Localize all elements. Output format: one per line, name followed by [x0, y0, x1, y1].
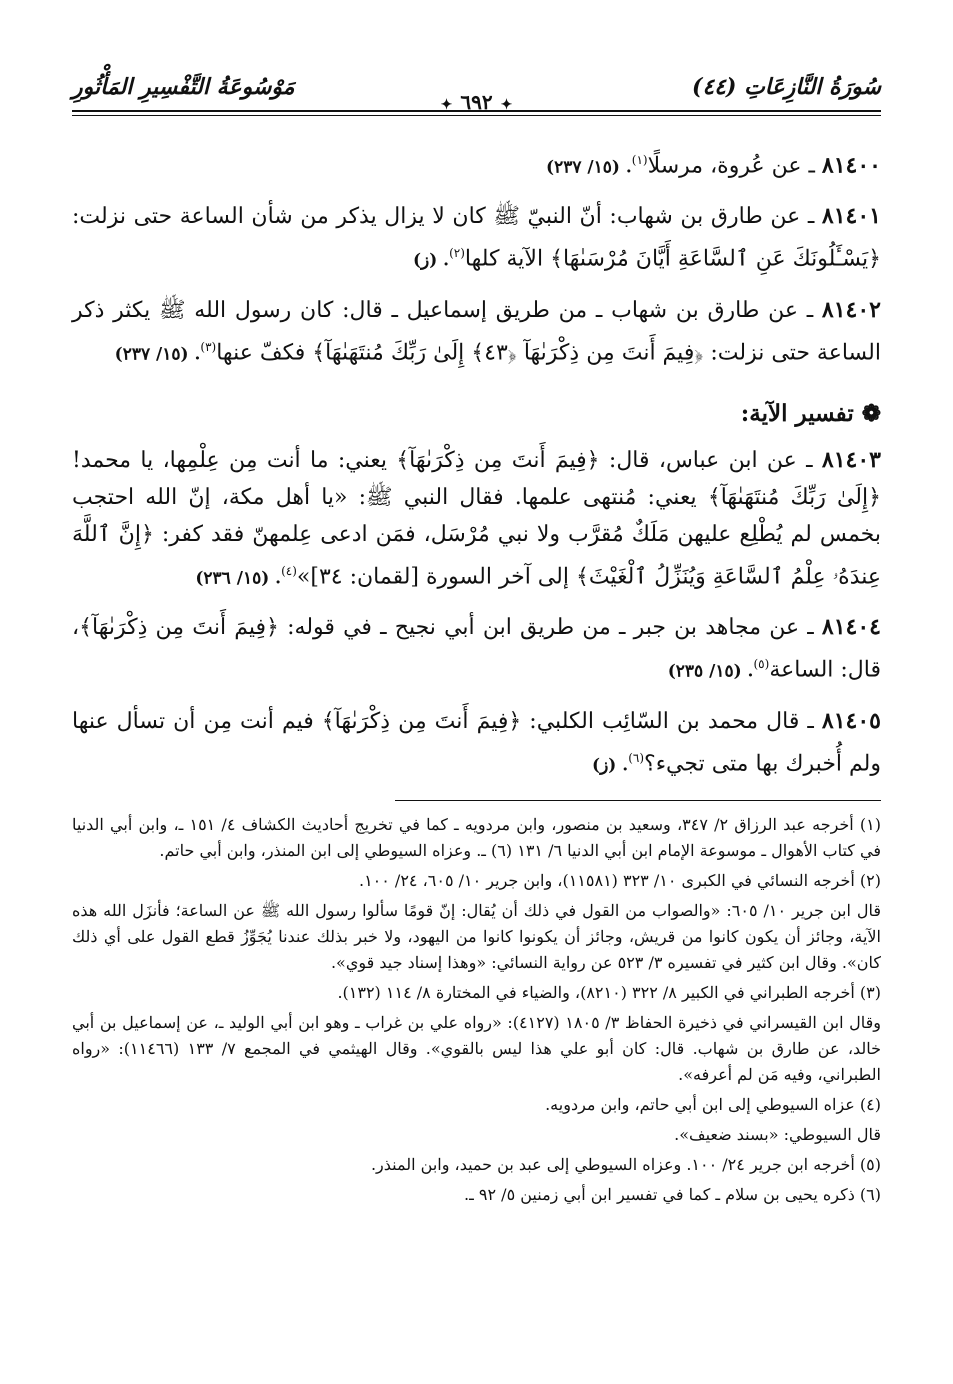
- hadith-paragraph: [72, 703, 881, 784]
- footnote: وقال ابن القيسراني في ذخيرة الحفاظ ٣/ ١٨٠٥ (٤١٢٧): «رواه علي بن غراب ـ وهو ابن أبي الوليد ـ، عن إسماعيل بن أبي خالد، عن طارق بن شهاب. قال: كان أبو علي هذا ليس بالقوي». وقال الهيثمي في المجمع ٧/ ١٣٣ (١١٤٦٦): «رواه الطبراني، وفيه مَن لم أعرفه».: [72, 1013, 882, 1084]
- page-number-text: ٦٩٢: [460, 90, 493, 114]
- header-rule: [72, 110, 881, 112]
- hadith-number: ٨١٤٠٥: [821, 707, 881, 734]
- footnote: (٥) أخرجه ابن جرير ٢٤/ ١٠٠. وعزاه السيوطي إلى عبد بن حميد، وابن المنذر.: [370, 1155, 881, 1174]
- hadith-number: ٨١٤٠٣: [821, 446, 881, 473]
- footnote: (١) أخرجه عبد الرزاق ٢/ ٣٤٧، وسعيد بن منصور، وابن مردويه ـ كما في تخريج أحاديث الكشاف ٤/ ١٥١ ـ، وابن أبي الدنيا في كتاب الأهوال ـ موسوعة الإمام ابن أبي الدنيا ٦/ ١٣١ (٦) ـ. وعزاه السيوطي إلى ابن المنذر، وابن أبي حاتم.: [72, 815, 882, 860]
- ornament-icon: ✦: [440, 97, 453, 113]
- reference: . (١٥/ ٢٣٧): [546, 157, 632, 178]
- page-header: [72, 70, 881, 114]
- hadith-paragraph: [72, 142, 881, 186]
- ornament-icon: ✦: [500, 97, 513, 113]
- hadith-paragraph: [72, 198, 881, 279]
- footnote-marker: (٤): [281, 563, 297, 578]
- hadith-text: ـ قال محمد بن السّائِب الكلبي: ﴿فِيمَ أَنتَ مِن ذِكْرَىٰهَآ﴾ فيم أنت مِن أن تسأل عنها ولم أُخبرك بها متى تجيء؟: [72, 708, 881, 776]
- reference: . (ز): [592, 754, 629, 775]
- reference: . (١٥/ ٢٣٥): [667, 661, 754, 682]
- header-rule-thin: [72, 115, 881, 116]
- footnote-marker: (٢): [449, 246, 465, 261]
- section-heading: ❁ تفسير الآية:: [740, 399, 881, 427]
- footnote: (٦) ذكره يحيى بن سلام ـ كما في تفسير ابن أبي زمنين ٥/ ٩٢ ـ.: [464, 1185, 881, 1204]
- book-title: مَوْسُوعَةُ التَّفْسِيرِ المَأْثُورِ: [72, 74, 295, 100]
- hadith-text: ـ عن عُروة، مرسلًا: [647, 153, 815, 179]
- hadith-paragraph: [72, 442, 881, 597]
- hadith-text: ـ عن مجاهد بن جبر ـ من طريق ابن أبي نجيح ـ في قوله: ﴿فِيمَ أَنتَ مِن ذِكْرَىٰهَآ﴾، قال: الساعة: [72, 615, 881, 683]
- hadith-paragraph: [72, 292, 881, 373]
- reference: . (١٥/ ٢٣٧): [114, 343, 201, 364]
- footnote-marker: (٣): [200, 339, 217, 354]
- hadith-number: ٨١٤٠٠: [821, 152, 881, 179]
- footnote-separator: [395, 800, 881, 801]
- hadith-number: ٨١٤٠٢: [821, 296, 881, 323]
- footnote-marker: (٥): [753, 657, 770, 672]
- main-text: [72, 142, 881, 796]
- reference: . (ز): [412, 250, 450, 271]
- footnote-marker: (٦): [628, 750, 645, 765]
- footnote: (٤) عزاه السيوطي إلى ابن أبي حاتم، وابن مردويه.: [545, 1095, 881, 1114]
- footnote: قال ابن جرير ١٠/ ٦٠٥: «والصواب من القول في ذلك أن يُقال: إنّ قومًا سألوا رسول الله ﷺ عن الساعة؛ فأنزَل الله هذه الآية، وجائز أن يكون كانوا من قريش، وجائز أن يكونوا كانوا من اليهود، ولا خبر بذلك عندنا يُجَوِّزُ قطع القول على أي ذلك كان». وقال ابن كثير في تفسيره ٣/ ٥٢٣ عن رواية النسائي: «وهذا إسناد جيد قوي».: [72, 901, 882, 972]
- hadith-text: ـ عن طارق بن شهاب: أنّ النبيّ ﷺ كان لا يزال يذكر من شأن الساعة حتى نزلت: ﴿يَسْـَٔلُونَكَ عَنِ ٱلسَّاعَةِ أَيَّانَ مُرْسَىٰهَا﴾ الآية كلها: [72, 204, 881, 272]
- footnote: قال السيوطي: «بسند ضعيف».: [674, 1125, 881, 1144]
- footnote-marker: (١): [631, 153, 648, 167]
- footnote: (٢) أخرجه النسائي في الكبرى ١٠/ ٣٢٣ (١١٥٨١)، وابن جرير ١٠/ ٦٠٥، ٢٤/ ١٠٠.: [358, 871, 881, 890]
- hadith-text: ـ عن طارق بن شهاب ـ من طريق إسماعيل ـ قال: كان رسول الله ﷺ يكثر ذكر الساعة حتى نزلت: ﴿فِيمَ أَنتَ مِن ذِكْرَىٰهَآ ﴿٤٣﴾ إِلَىٰ رَبِّكَ مُنتَهَىٰهَآ﴾ فكفّ عنها: [72, 297, 881, 365]
- surah-title: سُورَةُ النَّازِعَاتِ (٤٤): [691, 74, 881, 100]
- footnotes: [72, 812, 881, 1212]
- reference: . (١٥/ ٢٣٦): [195, 568, 282, 589]
- hadith-text: ـ عن ابن عباس، قال: ﴿فِيمَ أَنتَ مِن ذِكْرَىٰهَآ﴾ يعني: ما أنت مِن عِلْمِها، يا محمد! ﴿إِلَىٰ رَبِّكَ مُنتَهَىٰهَآ﴾ يعني: مُنتهى علمها. فقال النبي ﷺ: «يا أهل مكة، إنّ الله احتجب بخمس لم يُطْلِع عليهن مَلَكٌ مُقرَّب ولا نبي مُرْسَل، فمَن ادعى عِلمهنّ فقد كفر: ﴿إِنَّ ٱللَّهَ عِندَهُۥ عِلْمُ ٱلسَّاعَةِ وَيُنَزِّلُ ٱلْغَيْثَ﴾ إلى آخر السورة [لقمان: ٣٤]»: [72, 447, 881, 590]
- footnote: (٣) أخرجه الطبراني في الكبير ٨/ ٣٢٢ (٨٢١٠)، والضياء في المختارة ٨/ ١١٤ (١٣٢).: [337, 983, 881, 1002]
- hadith-paragraph: [72, 609, 881, 690]
- hadith-number: ٨١٤٠٤: [821, 614, 881, 641]
- hadith-number: ٨١٤٠١: [821, 203, 881, 230]
